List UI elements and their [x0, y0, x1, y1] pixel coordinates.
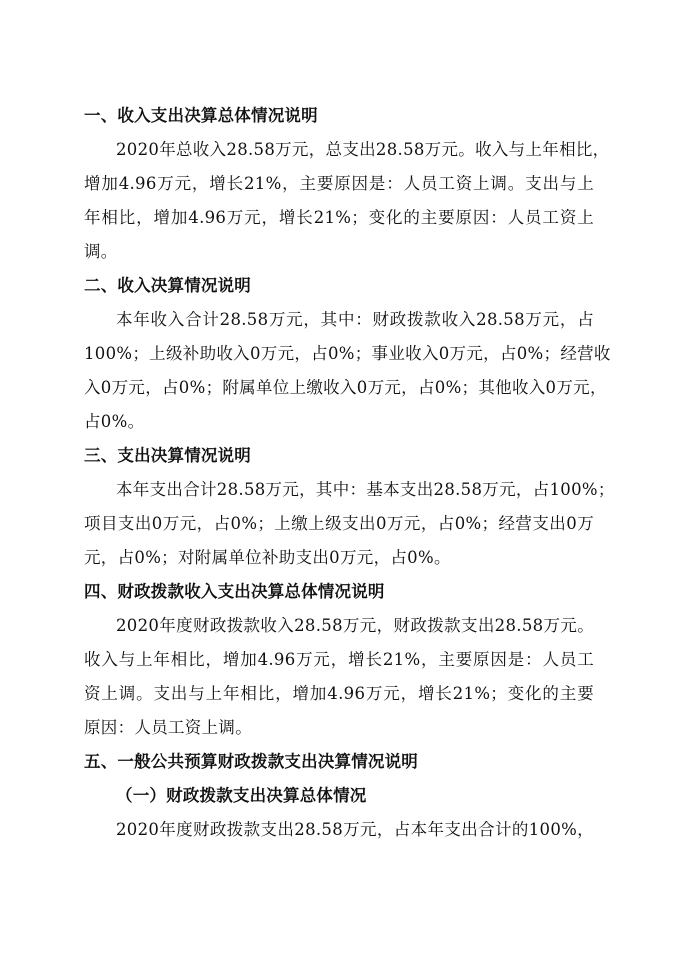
section-4-line-2: 收入与上年相比，增加4.96万元，增长21%，主要原因是：人员工 [84, 650, 594, 669]
section-4-line-3: 资上调。支出与上年相比，增加4.96万元，增长21%；变化的主要 [84, 684, 594, 703]
section-1-line-3: 年相比，增加4.96万元，增长21%；变化的主要原因：人员工资上 [84, 208, 594, 227]
section-1-heading: 一、收入支出决算总体情况说明 [84, 106, 318, 125]
section-3-line-3: 元，占0%；对附属单位补助支出0万元，占0%。 [84, 548, 451, 567]
section-1-line-4: 调。 [84, 242, 118, 261]
section-4-line-1: 2020年度财政拨款收入28.58万元，财政拨款支出28.58万元。 [116, 616, 594, 635]
section-2-line-1: 本年收入合计28.58万元，其中：财政拨款收入28.58万元，占 [116, 310, 594, 329]
section-5-line-1: 2020年度财政拨款支出28.58万元，占本年支出合计的100%， [116, 820, 594, 839]
section-3-heading: 三、支出决算情况说明 [84, 446, 251, 465]
section-5-subheading: （一）财政拨款支出决算总体情况 [116, 786, 367, 805]
section-4-line-4: 原因：人员工资上调。 [84, 718, 252, 737]
section-3-line-1: 本年支出合计28.58万元，其中：基本支出28.58万元，占100%； [116, 480, 615, 499]
section-2-line-3: 入0万元，占0%；附属单位上缴收入0万元，占0%；其他收入0万元， [84, 378, 607, 397]
section-2-line-4: 占0%。 [84, 412, 145, 431]
section-3-line-2: 项目支出0万元，占0%；上缴上级支出0万元，占0%；经营支出0万 [84, 514, 594, 533]
section-4-heading: 四、财政拨款收入支出决算总体情况说明 [84, 582, 385, 601]
section-2-line-2: 100%；上级补助收入0万元，占0%；事业收入0万元，占0%；经营收 [84, 344, 611, 363]
section-1-line-2: 增加4.96万元，增长21%，主要原因是：人员工资上调。支出与上 [84, 174, 594, 193]
section-1-line-1: 2020年总收入28.58万元，总支出28.58万元。收入与上年相比， [116, 140, 610, 159]
section-5-heading: 五、一般公共预算财政拨款支出决算情况说明 [84, 752, 418, 771]
section-2-heading: 二、收入决算情况说明 [84, 276, 251, 295]
